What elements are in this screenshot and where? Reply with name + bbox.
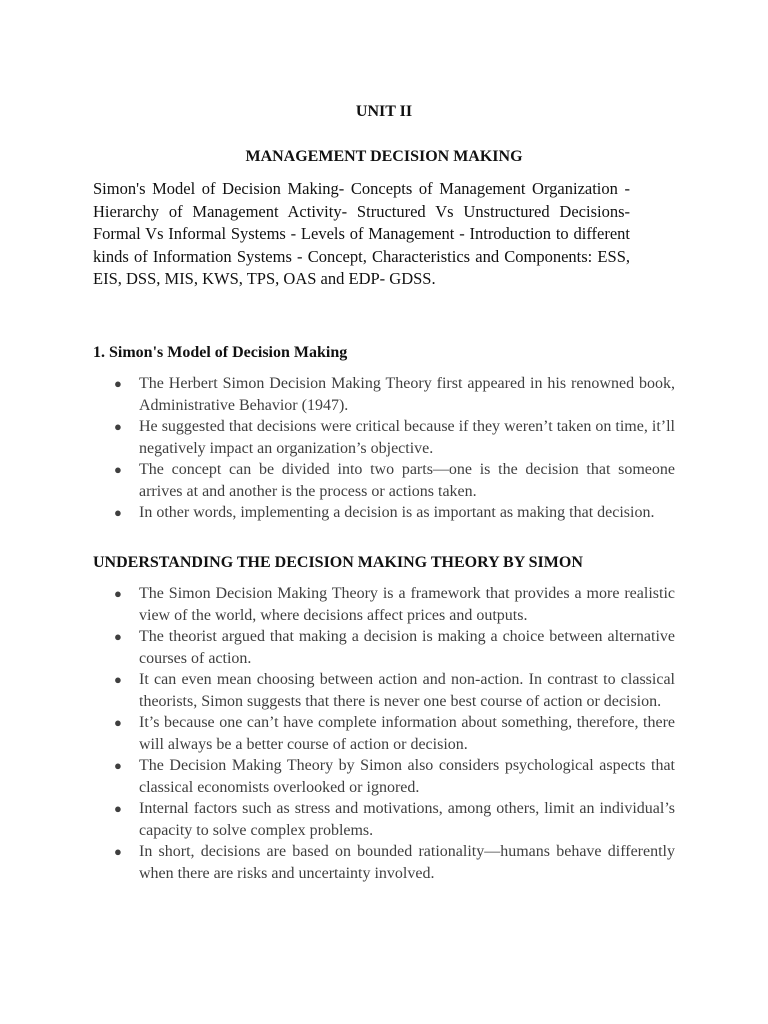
list-item-text: The Decision Making Theory by Simon also considers psychological aspects that classical economists overlooked or ignored. [139, 757, 675, 796]
list-item [93, 373, 675, 416]
bullet-icon: ● [114, 758, 122, 773]
unit-title: UNIT II [355, 103, 413, 120]
list-item-text: The concept can be divided into two parts—one is the decision that someone arrives at and another is the process or actions taken. [139, 461, 675, 500]
list-item [93, 416, 675, 459]
bullet-icon: ● [114, 801, 122, 816]
list-item-text: It’s because one can’t have complete information about something, therefore, there will always be a better course of action or decision. [139, 714, 675, 753]
bullet-icon: ● [114, 505, 122, 520]
list-item [93, 583, 675, 626]
list-item-text: He suggested that decisions were critical because if they weren’t taken on time, it’ll negatively impact an organization’s objective. [139, 418, 675, 457]
bullet-icon: ● [114, 376, 122, 391]
list-item-text: The theorist argued that making a decision is making a choice between alternative courses of action. [139, 628, 675, 667]
bullet-icon: ● [114, 672, 122, 687]
bullet-icon: ● [114, 844, 122, 859]
list-item [93, 712, 675, 755]
bullet-icon: ● [114, 586, 122, 601]
list-item-text: In short, decisions are based on bounded rationality—humans behave differently when there are risks and uncertainty involved. [139, 843, 675, 882]
list-item [93, 459, 675, 502]
list-item [93, 841, 675, 884]
list-item-text: It can even mean choosing between action and non-action. In contrast to classical theorists, Simon suggests that there is never one best course of action or decision. [139, 671, 675, 710]
list-item-text: In other words, implementing a decision is as important as making that decision. [139, 504, 655, 521]
section-heading-simons-model: 1. Simon's Model of Decision Making [93, 344, 348, 361]
section-heading-understanding-theory: UNDERSTANDING THE DECISION MAKING THEORY BY SIMON [93, 554, 583, 571]
simons-model-bullet-list [93, 373, 675, 524]
list-item [93, 502, 675, 524]
bullet-icon: ● [114, 629, 122, 644]
list-item [93, 798, 675, 841]
list-item-text: Internal factors such as stress and motivations, among others, limit an individual’s capacity to solve complex problems. [139, 800, 675, 839]
main-title: MANAGEMENT DECISION MAKING [245, 148, 523, 165]
bullet-icon: ● [114, 419, 122, 434]
list-item-text: The Herbert Simon Decision Making Theory first appeared in his renowned book, Administrative Behavior (1947). [139, 375, 675, 414]
list-item [93, 669, 675, 712]
syllabus-paragraph: Simon's Model of Decision Making- Concepts of Management Organization - Hierarchy of Management Activity- Structured Vs Unstructured Decisions- Formal Vs Informal Systems - Levels of Management - Introduction to different kinds of Information Systems - Concept, Characteristics and Components: ESS, EIS, DSS, MIS, KWS, TPS, OAS and EDP- GDSS. [93, 179, 630, 288]
understanding-theory-bullet-list [93, 583, 675, 884]
list-item-text: The Simon Decision Making Theory is a framework that provides a more realistic view of the world, where decisions affect prices and outputs. [139, 585, 675, 624]
list-item [93, 755, 675, 798]
list-item [93, 626, 675, 669]
bullet-icon: ● [114, 462, 122, 477]
bullet-icon: ● [114, 715, 122, 730]
